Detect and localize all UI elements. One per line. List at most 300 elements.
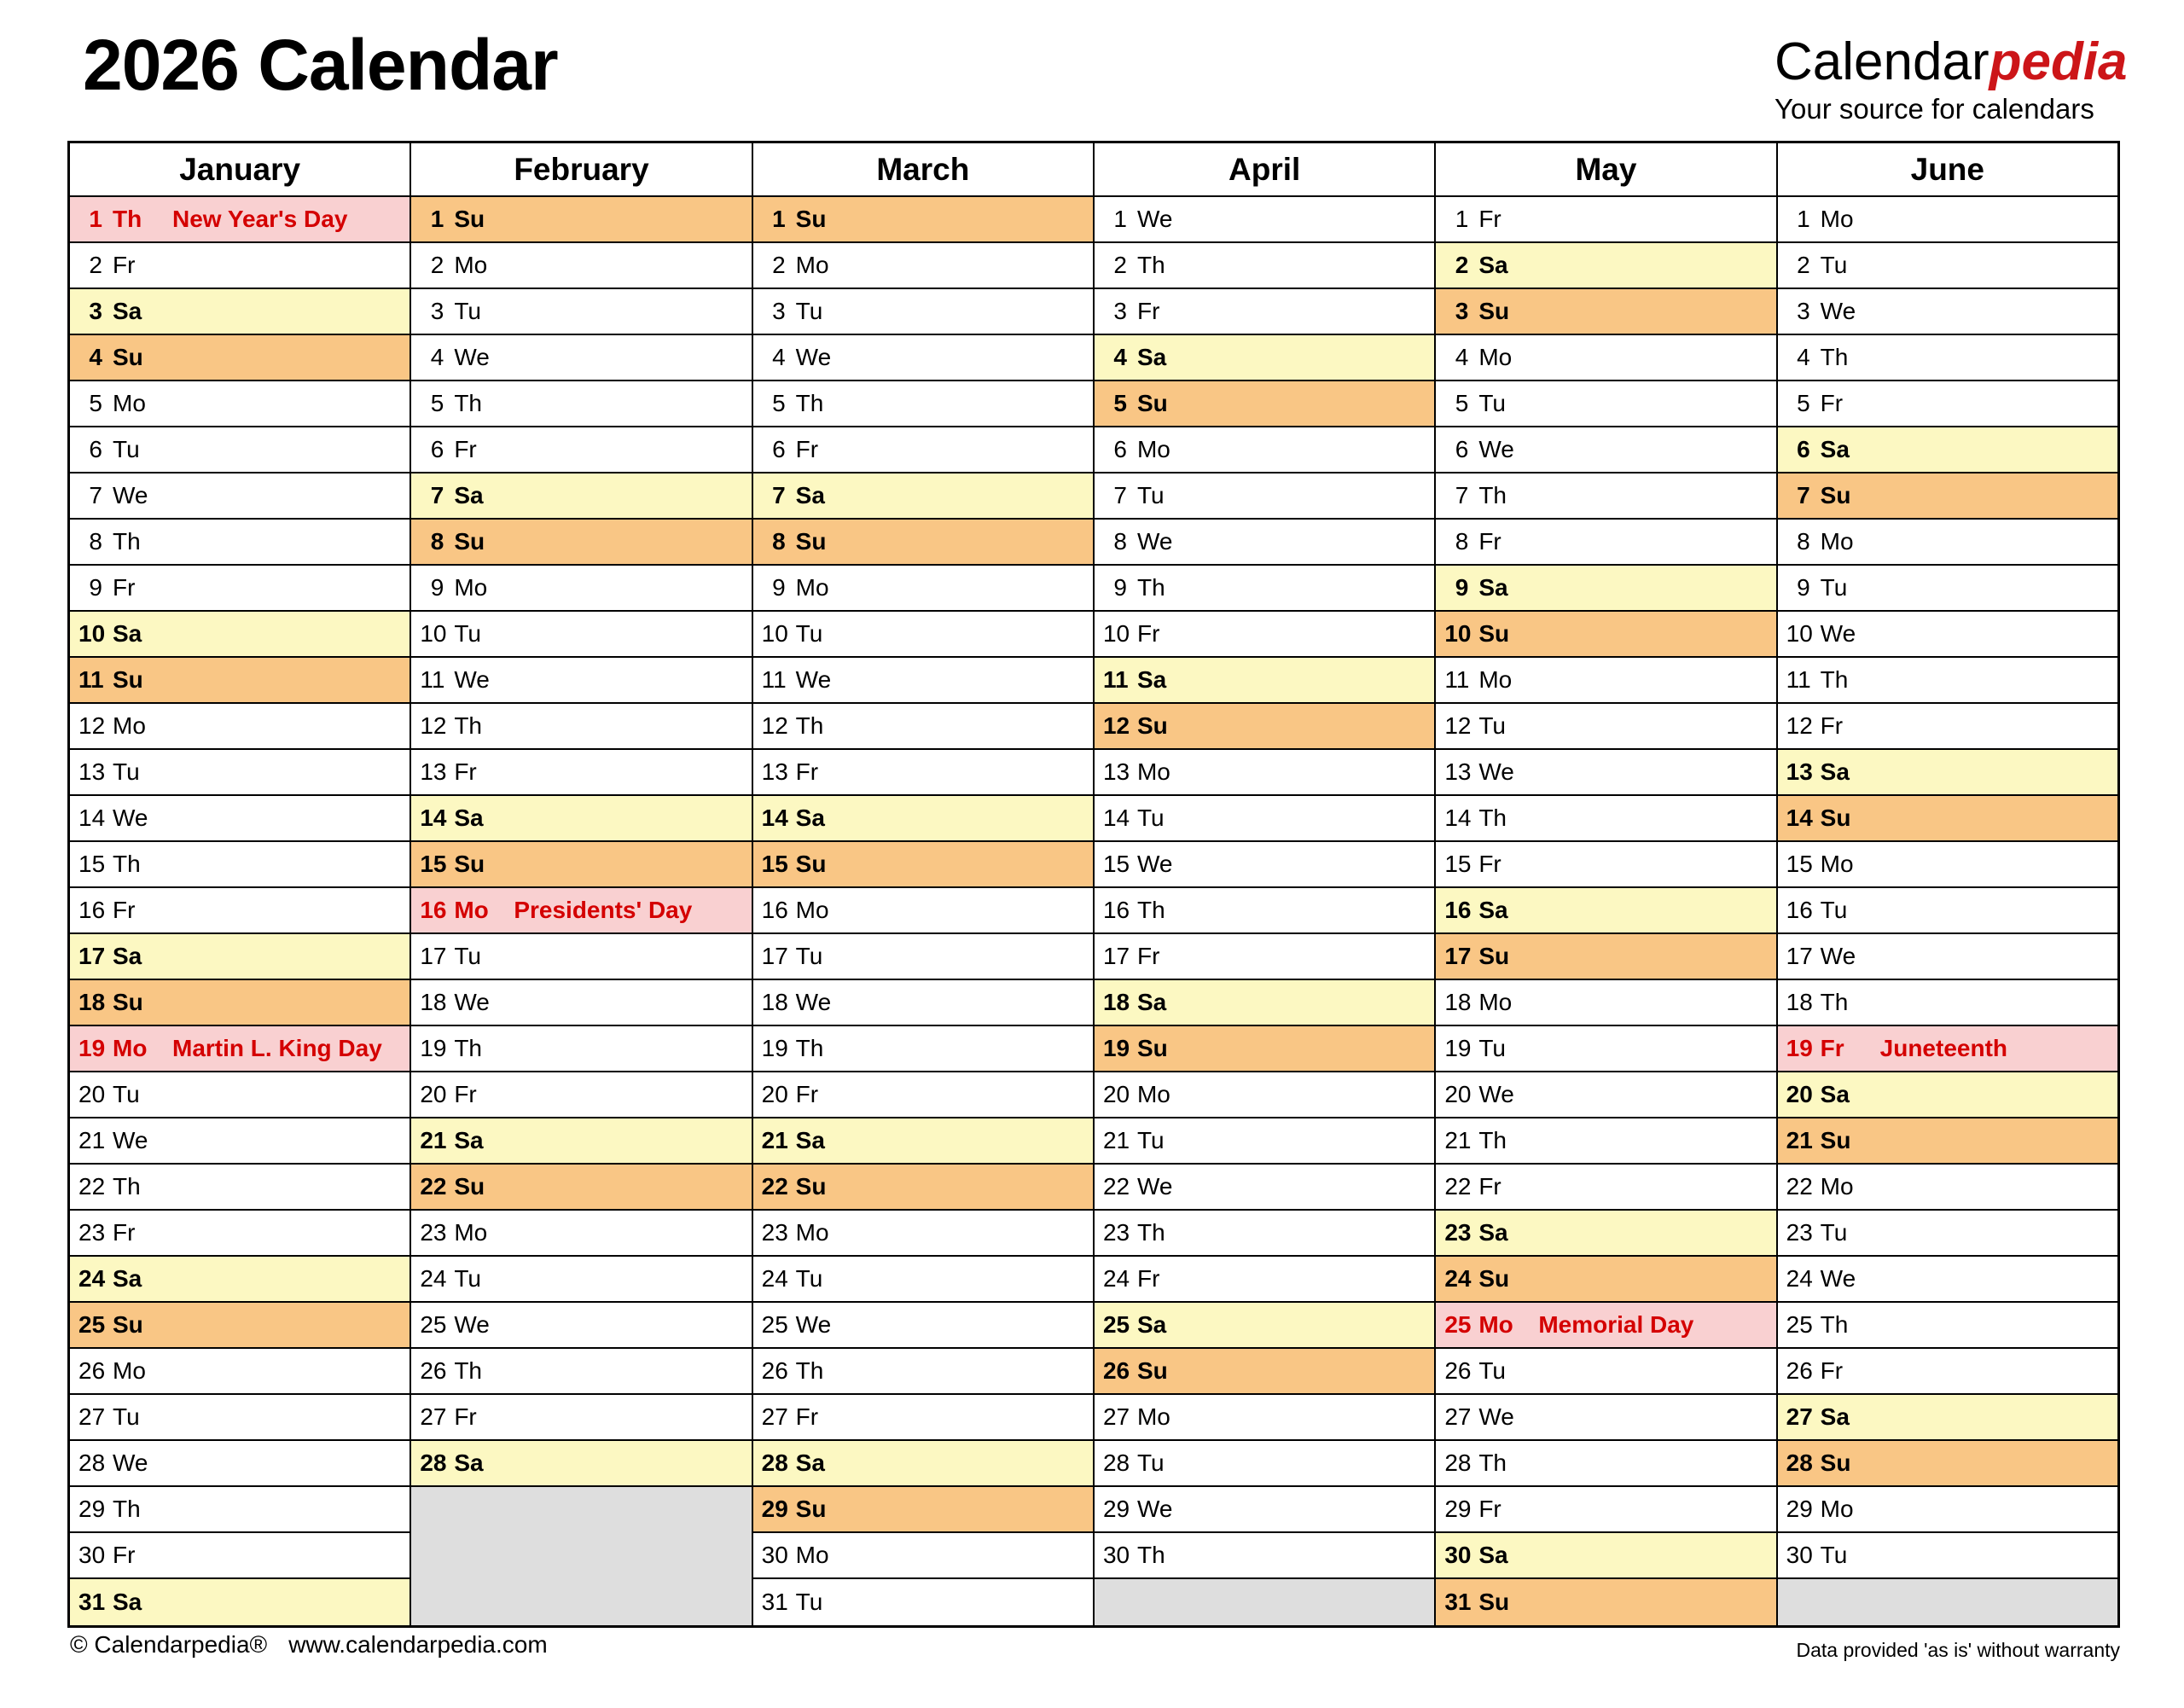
day-number: 14 [761, 805, 788, 831]
day-number: 31 [761, 1589, 788, 1615]
day-number: 25 [78, 1311, 106, 1338]
day-number: 17 [1786, 943, 1813, 969]
weekday-label: Tu [113, 1403, 140, 1430]
day-cell [1436, 1026, 1775, 1072]
weekday-label: Su [1820, 1127, 1851, 1153]
day-cell [753, 1349, 1093, 1395]
weekday-label: Fr [1136, 620, 1160, 647]
day-number: 8 [1455, 528, 1469, 555]
day-cell [70, 796, 410, 842]
day-cell [70, 1118, 410, 1165]
day-number: 2 [772, 252, 786, 278]
day-number: 27 [420, 1403, 447, 1430]
day-cell [753, 1579, 1093, 1625]
day-number: 18 [761, 989, 788, 1015]
weekday-label: Fr [1820, 1357, 1844, 1384]
day-cell [1095, 1072, 1434, 1118]
weekday-label: Fr [113, 574, 136, 601]
day-number: 26 [761, 1357, 788, 1384]
day-cell [1095, 427, 1434, 473]
weekday-label: Su [1136, 712, 1168, 739]
day-number: 28 [78, 1449, 106, 1476]
weekday-label: Sa [113, 620, 142, 647]
day-cell [1778, 566, 2117, 612]
day-cell [1778, 704, 2117, 750]
weekday-label: Fr [113, 1219, 136, 1246]
day-cell [70, 1072, 410, 1118]
day-cell [1095, 842, 1434, 888]
day-cell [1095, 1165, 1434, 1211]
weekday-label: Su [113, 344, 143, 370]
weekday-label: Su [1478, 620, 1510, 647]
day-number: 13 [78, 758, 106, 785]
weekday-label: Sa [1478, 1542, 1508, 1568]
weekday-label: Tu [795, 1589, 823, 1615]
day-cell [753, 1072, 1093, 1118]
day-cell [1436, 335, 1775, 381]
day-cell [411, 658, 751, 704]
day-cell [1095, 1303, 1434, 1349]
day-cell [753, 1118, 1093, 1165]
weekday-label: Sa [113, 1589, 142, 1615]
day-cell [70, 1165, 410, 1211]
day-cell [1436, 888, 1775, 934]
day-cell [1095, 1533, 1434, 1579]
day-cell [70, 1579, 410, 1625]
day-cell [1778, 473, 2117, 520]
day-number: 9 [89, 574, 102, 601]
day-cell [1436, 796, 1775, 842]
day-cell [1778, 243, 2117, 289]
day-number: 12 [1444, 712, 1472, 739]
weekday-label: Sa [1820, 1081, 1850, 1107]
day-number: 4 [89, 344, 102, 370]
weekday-label: Mo [1136, 436, 1170, 462]
day-cell [70, 934, 410, 980]
day-cell [70, 335, 410, 381]
weekday-label: Sa [454, 1449, 484, 1476]
weekday-label: Mo [1820, 206, 1854, 232]
weekday-label: Sa [1820, 436, 1850, 462]
weekday-label: Sa [1136, 1311, 1167, 1338]
day-number: 23 [1444, 1219, 1472, 1246]
day-number: 17 [1102, 943, 1130, 969]
day-cell [753, 520, 1093, 566]
weekday-label: We [1478, 1081, 1514, 1107]
weekday-label: Mo [1820, 851, 1854, 877]
weekday-label: We [1136, 1173, 1173, 1200]
calendar-table [67, 141, 2120, 1628]
day-number: 25 [1102, 1311, 1130, 1338]
day-cell [1778, 1118, 2117, 1165]
day-cell [753, 381, 1093, 427]
day-number: 28 [1102, 1449, 1130, 1476]
day-number: 4 [1455, 344, 1469, 370]
day-cell [753, 335, 1093, 381]
weekday-label: Mo [1136, 1081, 1170, 1107]
day-cell [1436, 1395, 1775, 1441]
day-cell [1436, 289, 1775, 335]
day-number: 24 [1786, 1265, 1813, 1292]
day-cell [753, 612, 1093, 658]
weekday-label: Sa [113, 943, 142, 969]
weekday-label: Th [795, 390, 824, 416]
day-number: 1 [89, 206, 102, 232]
weekday-label: We [1136, 206, 1173, 232]
weekday-label: Fr [1820, 1035, 1844, 1061]
day-number: 7 [1797, 482, 1810, 508]
weekday-label: Fr [113, 252, 136, 278]
weekday-label: Su [454, 528, 485, 555]
day-number: 14 [1444, 805, 1472, 831]
weekday-label: Sa [1136, 344, 1167, 370]
weekday-label: Fr [113, 1542, 136, 1568]
day-number: 20 [1786, 1081, 1813, 1107]
weekday-label: Su [113, 989, 143, 1015]
weekday-label: Mo [113, 712, 146, 739]
day-number: 21 [1102, 1127, 1130, 1153]
weekday-label: Fr [795, 1403, 819, 1430]
day-number: 5 [430, 390, 444, 416]
day-number: 26 [420, 1357, 447, 1384]
day-number: 13 [1786, 758, 1813, 785]
weekday-label: Fr [454, 758, 477, 785]
weekday-label: Tu [1820, 897, 1848, 923]
day-cell [411, 750, 751, 796]
weekday-label: Mo [1136, 1403, 1170, 1430]
day-cell [1436, 980, 1775, 1026]
month-header: January [70, 143, 410, 197]
weekday-label: Fr [1136, 943, 1160, 969]
day-cell [1095, 1026, 1434, 1072]
day-cell [1778, 1257, 2117, 1303]
day-number: 9 [772, 574, 786, 601]
weekday-label: Su [795, 206, 827, 232]
day-number: 16 [78, 897, 106, 923]
weekday-label: Th [1136, 1542, 1165, 1568]
day-number: 2 [89, 252, 102, 278]
day-number: 10 [78, 620, 106, 647]
weekday-label: Th [1478, 1127, 1507, 1153]
holiday-label: Martin L. King Day [172, 1035, 382, 1061]
weekday-label: Tu [795, 298, 823, 324]
weekday-label: Tu [454, 1265, 481, 1292]
day-cell [70, 888, 410, 934]
day-number: 5 [772, 390, 786, 416]
day-cell [1778, 750, 2117, 796]
day-cell [1436, 1441, 1775, 1487]
day-cell [1095, 1211, 1434, 1257]
day-cell [1095, 796, 1434, 842]
day-cell [1436, 1533, 1775, 1579]
day-number: 20 [1444, 1081, 1472, 1107]
day-cell [1778, 427, 2117, 473]
day-cell [1778, 980, 2117, 1026]
day-cell [1095, 520, 1434, 566]
day-number: 1 [430, 206, 444, 232]
day-cell [1095, 566, 1434, 612]
day-cell [1095, 1257, 1434, 1303]
day-number: 20 [78, 1081, 106, 1107]
day-number: 30 [1102, 1542, 1130, 1568]
weekday-label: Mo [113, 390, 146, 416]
day-cell [753, 888, 1093, 934]
day-cell [70, 197, 410, 243]
day-number: 4 [1113, 344, 1127, 370]
day-number: 22 [1102, 1173, 1130, 1200]
day-number: 23 [78, 1219, 106, 1246]
weekday-label: Tu [454, 943, 481, 969]
day-number: 7 [772, 482, 786, 508]
weekday-label: Sa [113, 1265, 142, 1292]
day-cell [411, 704, 751, 750]
day-cell [411, 1211, 751, 1257]
day-number: 4 [772, 344, 786, 370]
day-number: 23 [1786, 1219, 1813, 1246]
day-cell [411, 1165, 751, 1211]
day-cell [70, 1533, 410, 1579]
weekday-label: Fr [113, 897, 136, 923]
weekday-label: Sa [1136, 666, 1167, 693]
day-cell [70, 289, 410, 335]
day-number: 25 [761, 1311, 788, 1338]
day-number: 11 [1444, 666, 1470, 693]
day-number: 12 [1786, 712, 1813, 739]
day-cell [411, 473, 751, 520]
day-number: 18 [78, 989, 106, 1015]
day-number: 15 [761, 851, 788, 877]
weekday-label: We [113, 1127, 148, 1153]
weekday-label: Fr [454, 436, 477, 462]
weekday-label: We [1136, 528, 1173, 555]
day-number: 21 [1444, 1127, 1472, 1153]
day-number: 12 [1102, 712, 1130, 739]
day-number: 8 [89, 528, 102, 555]
weekday-label: Th [1478, 805, 1507, 831]
empty-cell [411, 1533, 751, 1579]
weekday-label: Tu [1820, 1219, 1848, 1246]
day-cell [411, 888, 751, 934]
day-cell [1778, 335, 2117, 381]
day-cell [1095, 289, 1434, 335]
day-number: 18 [1786, 989, 1813, 1015]
day-number: 9 [1113, 574, 1127, 601]
day-number: 21 [420, 1127, 447, 1153]
day-number: 3 [1455, 298, 1469, 324]
day-number: 14 [78, 805, 106, 831]
day-cell [70, 842, 410, 888]
day-number: 26 [1786, 1357, 1813, 1384]
day-cell [1436, 750, 1775, 796]
day-number: 26 [78, 1357, 106, 1384]
day-number: 29 [1444, 1496, 1472, 1522]
day-cell [753, 1395, 1093, 1441]
day-number: 24 [1102, 1265, 1130, 1292]
day-number: 3 [772, 298, 786, 324]
weekday-label: Fr [1136, 298, 1160, 324]
footer-disclaimer: Data provided 'as is' without warranty [1796, 1639, 2120, 1661]
day-cell [753, 796, 1093, 842]
weekday-label: Th [454, 1357, 483, 1384]
day-number: 27 [761, 1403, 788, 1430]
day-cell [70, 658, 410, 704]
day-cell [70, 566, 410, 612]
weekday-label: Su [1478, 298, 1510, 324]
day-number: 25 [1444, 1311, 1472, 1338]
day-cell [1095, 934, 1434, 980]
weekday-label: We [1478, 758, 1514, 785]
weekday-label: Mo [1136, 758, 1170, 785]
day-cell [753, 658, 1093, 704]
day-cell [1778, 1303, 2117, 1349]
weekday-label: Mo [454, 252, 488, 278]
day-number: 8 [1113, 528, 1127, 555]
day-cell [1778, 658, 2117, 704]
logo-text-red: pedia [1989, 32, 2128, 91]
day-cell [1778, 1349, 2117, 1395]
weekday-label: Fr [1478, 206, 1502, 232]
weekday-label: Sa [795, 482, 825, 508]
weekday-label: We [113, 805, 148, 831]
day-number: 3 [1113, 298, 1127, 324]
day-number: 15 [1444, 851, 1472, 877]
day-number: 5 [1113, 390, 1127, 416]
day-number: 11 [78, 666, 104, 693]
weekday-label: Tu [1478, 712, 1506, 739]
day-number: 1 [1455, 206, 1469, 232]
weekday-label: Fr [1478, 528, 1502, 555]
weekday-label: Tu [113, 758, 140, 785]
month-header: April [1095, 143, 1434, 197]
day-number: 11 [1102, 666, 1129, 693]
weekday-label: Su [795, 528, 827, 555]
weekday-label: Tu [1820, 252, 1848, 278]
day-cell [70, 750, 410, 796]
month-header: June [1778, 143, 2117, 197]
day-cell [753, 243, 1093, 289]
month-column-january [70, 143, 411, 1625]
weekday-label: Mo [795, 1542, 829, 1568]
weekday-label: Mo [1820, 1173, 1854, 1200]
day-number: 15 [1786, 851, 1813, 877]
weekday-label: Sa [795, 805, 825, 831]
day-number: 14 [1786, 805, 1813, 831]
weekday-label: Sa [1478, 897, 1508, 923]
day-cell [1436, 1118, 1775, 1165]
weekday-label: We [1820, 1265, 1856, 1292]
weekday-label: Th [795, 712, 824, 739]
day-number: 17 [761, 943, 788, 969]
day-number: 29 [78, 1496, 106, 1522]
day-number: 23 [1102, 1219, 1130, 1246]
day-number: 9 [430, 574, 444, 601]
weekday-label: Mo [113, 1357, 146, 1384]
day-number: 21 [78, 1127, 106, 1153]
weekday-label: Mo [795, 574, 829, 601]
day-number: 8 [1797, 528, 1810, 555]
day-cell [1778, 612, 2117, 658]
day-cell [1095, 381, 1434, 427]
day-number: 22 [1786, 1173, 1813, 1200]
day-number: 18 [420, 989, 447, 1015]
weekday-label: We [795, 1311, 832, 1338]
weekday-label: We [113, 482, 148, 508]
day-cell [1778, 1487, 2117, 1533]
weekday-label: We [1820, 943, 1856, 969]
day-cell [1436, 1072, 1775, 1118]
weekday-label: Fr [795, 758, 819, 785]
day-number: 30 [78, 1542, 106, 1568]
day-cell [411, 427, 751, 473]
day-cell [1436, 1165, 1775, 1211]
day-cell [70, 520, 410, 566]
weekday-label: Su [795, 1496, 827, 1522]
weekday-label: Th [113, 1496, 141, 1522]
day-number: 28 [1444, 1449, 1472, 1476]
day-number: 11 [420, 666, 445, 693]
day-number: 13 [1102, 758, 1130, 785]
day-number: 9 [1455, 574, 1469, 601]
day-number: 10 [420, 620, 447, 647]
weekday-label: Fr [454, 1081, 477, 1107]
day-number: 30 [1786, 1542, 1813, 1568]
empty-cell [1778, 1579, 2117, 1625]
month-column-february [411, 143, 752, 1625]
weekday-label: Mo [454, 574, 488, 601]
weekday-label: Sa [1478, 252, 1508, 278]
day-cell [70, 1211, 410, 1257]
day-number: 28 [1786, 1449, 1813, 1476]
day-cell [753, 566, 1093, 612]
weekday-label: We [1136, 851, 1173, 877]
day-number: 21 [761, 1127, 788, 1153]
day-number: 19 [1786, 1035, 1813, 1061]
day-cell [1095, 750, 1434, 796]
website-link[interactable]: www.calendarpedia.com [288, 1631, 548, 1658]
weekday-label: Tu [1136, 805, 1165, 831]
day-cell [411, 1072, 751, 1118]
weekday-label: Su [795, 851, 827, 877]
weekday-label: We [795, 344, 832, 370]
day-cell [1436, 842, 1775, 888]
day-cell [1436, 520, 1775, 566]
weekday-label: Fr [1820, 390, 1844, 416]
day-number: 12 [420, 712, 447, 739]
weekday-label: Fr [1478, 1496, 1502, 1522]
day-cell [1778, 888, 2117, 934]
day-cell [1436, 381, 1775, 427]
day-cell [753, 1487, 1093, 1533]
day-number: 7 [89, 482, 102, 508]
weekday-label: Mo [1478, 344, 1513, 370]
day-cell [1095, 1441, 1434, 1487]
day-number: 21 [1786, 1127, 1813, 1153]
day-number: 11 [761, 666, 787, 693]
day-number: 8 [772, 528, 786, 555]
day-cell [70, 381, 410, 427]
day-number: 10 [1102, 620, 1130, 647]
day-number: 6 [1797, 436, 1810, 462]
weekday-label: We [454, 1311, 490, 1338]
weekday-label: We [454, 989, 490, 1015]
day-number: 9 [1797, 574, 1810, 601]
weekday-label: Mo [1820, 528, 1854, 555]
day-cell [1436, 934, 1775, 980]
day-number: 12 [78, 712, 106, 739]
day-number: 1 [1113, 206, 1127, 232]
day-number: 17 [420, 943, 447, 969]
day-cell [70, 612, 410, 658]
